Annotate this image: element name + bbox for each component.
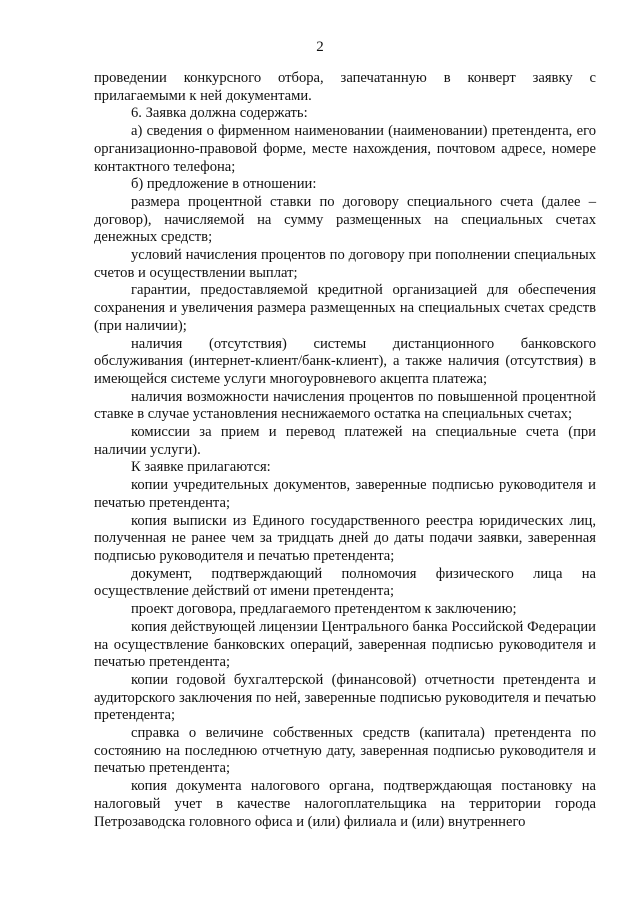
paragraph: наличия (отсутствия) системы дистанционного банковского обслуживания (интернет-клиент/банк-клиент), а также наличия (отсутствия) в имеющейся системе услуги многоуровневого акцепта платежа; xyxy=(94,335,596,387)
paragraph: наличия возможности начисления процентов по повышенной процентной ставке в случае установления неснижаемого остатка на специальных счетах; xyxy=(94,388,596,423)
paragraph: копии годовой бухгалтерской (финансовой) отчетности претендента и аудиторского заключения по ней, заверенные подписью руководителя и печатью претендента; xyxy=(94,671,596,724)
paragraph: справка о величине собственных средств (капитала) претендента по состоянию на последнюю отчетную дату, заверенная подписью руководителя и печатью претендента; xyxy=(94,725,596,777)
paragraph: а) сведения о фирменном наименовании (наименовании) претендента, его организационно-правовой форме, месте нахождения, почтовом адресе, номере контактного телефона; xyxy=(94,123,596,175)
paragraph: б) предложение в отношении: xyxy=(131,176,317,193)
page-number: 2 xyxy=(316,39,324,55)
paragraph: документ, подтверждающий полномочия физического лица на осуществление действий от имени претендента; xyxy=(94,565,596,600)
document-body xyxy=(94,70,596,831)
paragraph: копия документа налогового органа, подтверждающая постановку на налоговый учет в качестве налогоплательщика на территории города Петрозаводска головного офиса и (или) филиала и (или) внутреннего xyxy=(94,778,596,830)
paragraph: гарантии, предоставляемой кредитной организацией для обеспечения сохранения и увеличения размера размещенных на специальных счетах средств (при наличии); xyxy=(94,282,596,334)
paragraph: условий начисления процентов по договору при пополнении специальных счетов и осуществлении выплат; xyxy=(94,247,596,281)
paragraph: К заявке прилагаются: xyxy=(131,459,271,476)
paragraph: 6. Заявка должна содержать: xyxy=(131,105,308,122)
paragraph: размера процентной ставки по договору специального счета (далее – договор), начисляемой на сумму размещенных на специальных счетах денежных средств; xyxy=(94,193,596,246)
paragraph: проведении конкурсного отбора, запечатанную в конверт заявку с прилагаемыми к ней документами. xyxy=(94,70,596,104)
paragraph: копии учредительных документов, заверенные подписью руководителя и печатью претендента; xyxy=(94,477,596,511)
paragraph: комиссии за прием и перевод платежей на специальные счета (при наличии услуги). xyxy=(94,424,596,458)
paragraph: проект договора, предлагаемого претендентом к заключению; xyxy=(131,601,517,618)
paragraph: копия выписки из Единого государственного реестра юридических лиц, полученная не ранее чем за тридцать дней до даты подачи заявки, заверенная подписью руководителя и печатью претендента; xyxy=(94,512,596,564)
paragraph: копия действующей лицензии Центрального банка Российской Федерации на осуществление банковских операций, заверенная подписью руководителя и печатью претендента; xyxy=(94,618,596,671)
